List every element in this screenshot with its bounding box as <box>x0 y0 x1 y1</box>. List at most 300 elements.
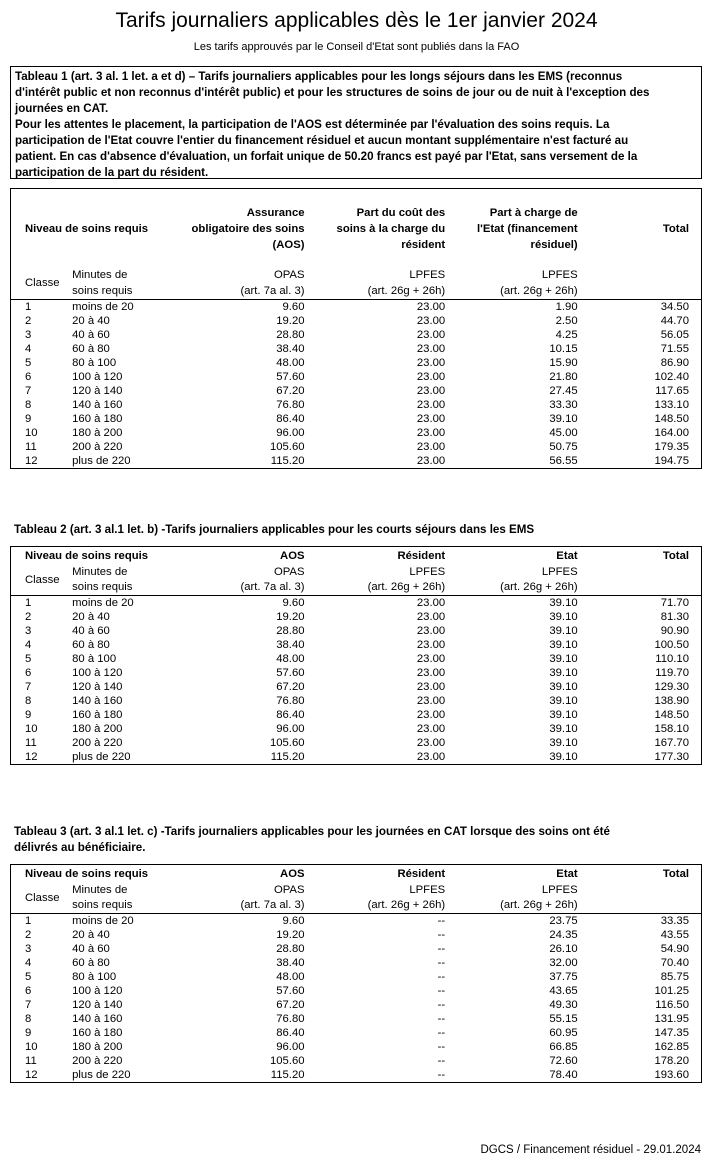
cell-etat: 72.60 <box>549 1055 578 1067</box>
cell-total: 81.30 <box>660 611 689 623</box>
header-aos: AOS <box>280 868 305 880</box>
header-classe: Classe <box>25 891 60 904</box>
cell-aos: 86.40 <box>276 413 305 425</box>
cell-classe: 1 <box>25 915 32 927</box>
cell-total: 158.10 <box>654 723 689 735</box>
cell-etat: 39.10 <box>549 751 578 763</box>
notice-line: journées en CAT. <box>15 102 109 115</box>
cell-etat: 49.30 <box>549 999 578 1011</box>
cell-aos: 48.00 <box>276 971 305 983</box>
cell-minutes: 120 à 140 <box>72 385 123 397</box>
cell-etat: 15.90 <box>549 357 578 369</box>
cell-classe: 8 <box>25 399 32 411</box>
cell-total: 71.55 <box>660 343 689 355</box>
notice-line: Pour les attentes le placement, la participation de l'AOS est déterminée par l'évaluation des soins requis. La <box>15 118 610 131</box>
table-row <box>11 998 701 1012</box>
table-row <box>11 942 701 956</box>
cell-classe: 2 <box>25 611 32 623</box>
table-row <box>11 412 701 426</box>
cell-minutes: 120 à 140 <box>72 681 123 693</box>
table-row <box>11 1012 701 1026</box>
table-row <box>11 610 701 624</box>
cell-total: 129.30 <box>654 681 689 693</box>
cell-resident: -- <box>437 1027 446 1039</box>
cell-etat: 66.85 <box>549 1041 578 1053</box>
table-row <box>11 680 701 694</box>
cell-resident: 23.00 <box>416 639 446 651</box>
cell-etat: 78.40 <box>549 1069 578 1081</box>
header-niveau: Niveau de soins requis <box>25 550 149 562</box>
cell-total: 44.70 <box>660 315 689 327</box>
cell-minutes: moins de 20 <box>72 915 134 927</box>
table-row <box>11 652 701 666</box>
cell-classe: 6 <box>25 371 32 383</box>
cell-etat: 33.30 <box>549 399 578 411</box>
cell-classe: 1 <box>25 597 32 609</box>
header-total: Total <box>662 868 689 880</box>
cell-resident: -- <box>437 985 446 997</box>
cell-total: 133.10 <box>654 399 689 411</box>
table-row <box>11 638 701 652</box>
cell-total: 167.70 <box>654 737 689 749</box>
cell-resident: -- <box>437 1013 446 1025</box>
cell-resident: 23.00 <box>416 385 446 397</box>
cell-minutes: 60 à 80 <box>72 957 110 969</box>
cell-resident: 23.00 <box>416 371 446 383</box>
cell-minutes: 160 à 180 <box>72 413 123 425</box>
cell-classe: 4 <box>25 957 32 969</box>
header-resident: Résident <box>397 868 446 880</box>
cell-resident: 23.00 <box>416 329 446 341</box>
table-row <box>11 970 701 984</box>
cell-resident: -- <box>437 943 446 955</box>
cell-resident: 23.00 <box>416 667 446 679</box>
header-niveau: Niveau de soins requis <box>25 223 149 235</box>
cell-classe: 11 <box>25 1055 37 1067</box>
table-row <box>11 750 701 764</box>
table-row <box>11 624 701 638</box>
cell-total: 162.85 <box>654 1041 689 1053</box>
cell-minutes: 80 à 100 <box>72 653 117 665</box>
cell-classe: 5 <box>25 971 32 983</box>
table-row <box>11 454 701 468</box>
cell-aos: 57.60 <box>276 371 305 383</box>
cell-classe: 11 <box>25 737 37 749</box>
header-aos: Assurance obligatoire des soins (AOS) <box>191 207 305 251</box>
cell-etat: 27.45 <box>549 385 578 397</box>
table-row <box>11 1026 701 1040</box>
cell-total: 148.50 <box>654 413 689 425</box>
table-row <box>11 596 701 611</box>
cell-aos: 38.40 <box>276 343 305 355</box>
cell-minutes: 180 à 200 <box>72 427 123 439</box>
cell-aos: 48.00 <box>276 653 305 665</box>
table3 <box>11 865 701 1082</box>
cell-classe: 8 <box>25 1013 32 1025</box>
cell-total: 71.70 <box>660 597 689 609</box>
table-row <box>11 722 701 736</box>
cell-minutes: 180 à 200 <box>72 1041 123 1053</box>
cell-aos: 76.80 <box>276 399 305 411</box>
cell-etat: 26.10 <box>549 943 578 955</box>
cell-classe: 11 <box>25 441 37 453</box>
cell-resident: -- <box>437 915 446 927</box>
cell-total: 54.90 <box>660 943 689 955</box>
table2 <box>11 547 701 764</box>
cell-total: 43.55 <box>660 929 689 941</box>
cell-classe: 9 <box>25 1027 32 1039</box>
cell-resident: 23.00 <box>416 455 446 467</box>
table-row <box>11 370 701 384</box>
cell-minutes: 140 à 160 <box>72 1013 123 1025</box>
cell-total: 131.95 <box>654 1013 689 1025</box>
cell-etat: 39.10 <box>549 625 578 637</box>
cell-resident: 23.00 <box>416 301 446 313</box>
table-row <box>11 1054 701 1068</box>
cell-classe: 1 <box>25 301 32 313</box>
cell-aos: 105.60 <box>269 737 305 749</box>
cell-classe: 7 <box>25 999 32 1011</box>
cell-aos: 76.80 <box>276 695 305 707</box>
table2-caption: Tableau 2 (art. 3 al.1 let. b) -Tarifs journaliers applicables pour les courts séjours dans les EMS <box>14 523 535 536</box>
cell-total: 138.90 <box>654 695 689 707</box>
header-etat: Etat <box>556 550 578 562</box>
cell-minutes: 160 à 180 <box>72 709 123 721</box>
cell-aos: 9.60 <box>282 597 305 609</box>
cell-aos: 28.80 <box>276 329 305 341</box>
cell-classe: 8 <box>25 695 32 707</box>
cell-aos: 9.60 <box>282 301 305 313</box>
header-etat: Part à charge de l'Etat (financement résiduel) <box>477 207 578 251</box>
cell-total: 101.25 <box>654 985 689 997</box>
header-aos-source: OPAS (art. 7a al. 3) <box>240 269 305 297</box>
cell-total: 117.65 <box>655 385 689 397</box>
cell-etat: 39.10 <box>549 709 578 721</box>
cell-total: 178.20 <box>654 1055 689 1067</box>
cell-aos: 86.40 <box>276 1027 305 1039</box>
cell-minutes: 200 à 220 <box>72 441 123 453</box>
cell-aos: 19.20 <box>276 611 305 623</box>
cell-minutes: 20 à 40 <box>72 929 110 941</box>
cell-aos: 67.20 <box>276 681 305 693</box>
cell-minutes: 80 à 100 <box>72 357 117 369</box>
cell-classe: 2 <box>25 929 32 941</box>
cell-minutes: 20 à 40 <box>72 611 110 623</box>
cell-minutes: plus de 220 <box>72 455 131 467</box>
cell-minutes: 20 à 40 <box>72 315 110 327</box>
cell-resident: 23.00 <box>416 357 446 369</box>
cell-total: 147.35 <box>654 1027 689 1039</box>
cell-minutes: 100 à 120 <box>72 371 123 383</box>
cell-minutes: 160 à 180 <box>72 1027 123 1039</box>
table-row <box>11 694 701 708</box>
cell-resident: 23.00 <box>416 695 446 707</box>
table-row <box>11 328 701 342</box>
cell-etat: 56.55 <box>549 455 578 467</box>
cell-minutes: 80 à 100 <box>72 971 117 983</box>
header-resident: Part du coût des soins à la charge du résident <box>336 207 446 251</box>
cell-total: 33.35 <box>660 915 689 927</box>
cell-aos: 28.80 <box>276 625 305 637</box>
header-niveau: Niveau de soins requis <box>25 868 149 880</box>
cell-resident: -- <box>437 1055 446 1067</box>
cell-etat: 1.90 <box>555 301 578 313</box>
cell-total: 119.70 <box>655 667 689 679</box>
cell-resident: -- <box>437 929 446 941</box>
header-classe: Classe <box>25 277 60 289</box>
cell-etat: 55.15 <box>549 1013 578 1025</box>
cell-resident: 23.00 <box>416 653 446 665</box>
cell-total: 116.50 <box>655 999 689 1011</box>
cell-total: 34.50 <box>660 301 689 313</box>
cell-minutes: 100 à 120 <box>72 985 123 997</box>
cell-resident: 23.00 <box>416 611 446 623</box>
cell-aos: 105.60 <box>269 441 305 453</box>
cell-resident: -- <box>437 957 446 969</box>
cell-total: 179.35 <box>654 441 689 453</box>
cell-aos: 96.00 <box>276 427 305 439</box>
cell-minutes: 40 à 60 <box>72 329 110 341</box>
cell-aos: 9.60 <box>282 915 305 927</box>
table1 <box>11 189 701 468</box>
table-row <box>11 956 701 970</box>
header-etat-source: LPFES (art. 26g + 26h) <box>500 566 578 593</box>
cell-classe: 3 <box>25 329 32 341</box>
cell-aos: 19.20 <box>276 315 305 327</box>
table3-caption: Tableau 3 (art. 3 al.1 let. c) -Tarifs journaliers applicables pour les journées en CAT lorsque des soins ont été délivrés au bénéficiaire. <box>14 825 610 854</box>
table1-box <box>10 188 702 469</box>
header-aos: AOS <box>280 550 305 562</box>
cell-etat: 39.10 <box>549 639 578 651</box>
table3-box <box>10 864 702 1083</box>
cell-resident: 23.00 <box>416 399 446 411</box>
cell-total: 90.90 <box>660 625 689 637</box>
cell-classe: 12 <box>25 455 38 467</box>
cell-aos: 67.20 <box>276 999 305 1011</box>
header-total: Total <box>662 550 689 562</box>
cell-resident: 23.00 <box>416 737 446 749</box>
cell-classe: 7 <box>25 385 32 397</box>
cell-resident: 23.00 <box>416 427 446 439</box>
table-row <box>11 356 701 370</box>
table-row <box>11 666 701 680</box>
table-row <box>11 300 701 315</box>
notice-line: participation de l'Etat couvre l'entier du financement résiduel et aucun montant supplémentaire n'est facturé au <box>15 134 629 147</box>
table1-notice <box>10 66 702 179</box>
cell-minutes: moins de 20 <box>72 301 134 313</box>
cell-total: 86.90 <box>660 357 689 369</box>
cell-classe: 4 <box>25 343 32 355</box>
cell-minutes: 200 à 220 <box>72 737 123 749</box>
cell-minutes: 60 à 80 <box>72 343 110 355</box>
table2-box <box>10 546 702 765</box>
cell-total: 102.40 <box>654 371 689 383</box>
cell-resident: -- <box>437 971 446 983</box>
table-row <box>11 384 701 398</box>
table-row <box>11 398 701 412</box>
cell-total: 110.10 <box>655 653 689 665</box>
table-row <box>11 314 701 328</box>
header-resident: Résident <box>397 550 446 562</box>
table-row <box>11 426 701 440</box>
page-subtitle: Les tarifs approuvés par le Conseil d'Etat sont publiés dans la FAO <box>193 41 520 53</box>
cell-minutes: 60 à 80 <box>72 639 110 651</box>
cell-aos: 115.20 <box>270 455 305 467</box>
cell-aos: 96.00 <box>276 723 305 735</box>
cell-etat: 39.10 <box>549 681 578 693</box>
cell-aos: 67.20 <box>276 385 305 397</box>
cell-total: 148.50 <box>654 709 689 721</box>
cell-classe: 7 <box>25 681 32 693</box>
cell-resident: 23.00 <box>416 709 446 721</box>
cell-etat: 32.00 <box>549 957 578 969</box>
cell-classe: 6 <box>25 667 32 679</box>
header-minutes: Minutes de soins requis <box>72 269 133 297</box>
cell-classe: 10 <box>25 1041 38 1053</box>
cell-etat: 43.65 <box>549 985 578 997</box>
cell-etat: 10.15 <box>549 343 578 355</box>
cell-total: 164.00 <box>654 427 689 439</box>
cell-minutes: 180 à 200 <box>72 723 123 735</box>
cell-classe: 6 <box>25 985 32 997</box>
cell-etat: 45.00 <box>549 427 578 439</box>
cell-classe: 12 <box>25 751 38 763</box>
table-row <box>11 1040 701 1054</box>
cell-total: 100.50 <box>654 639 689 651</box>
cell-minutes: 140 à 160 <box>72 695 123 707</box>
cell-classe: 5 <box>25 653 32 665</box>
cell-resident: -- <box>437 1069 446 1081</box>
notice-line: participation de la part du résident. <box>15 166 209 179</box>
cell-aos: 115.20 <box>270 751 305 763</box>
cell-aos: 57.60 <box>276 985 305 997</box>
header-etat-source: LPFES (art. 26g + 26h) <box>500 269 578 297</box>
cell-etat: 21.80 <box>549 371 578 383</box>
cell-resident: 23.00 <box>416 681 446 693</box>
cell-etat: 39.10 <box>549 737 578 749</box>
cell-resident: -- <box>437 1041 446 1053</box>
cell-aos: 76.80 <box>276 1013 305 1025</box>
header-minutes: Minutes de soins requis <box>72 566 133 593</box>
header-etat-source: LPFES (art. 26g + 26h) <box>500 884 578 911</box>
cell-classe: 2 <box>25 315 32 327</box>
header-classe: Classe <box>25 573 60 586</box>
cell-etat: 37.75 <box>549 971 578 983</box>
footer-note: DGCS / Financement résiduel - 29.01.2024 <box>480 1144 701 1156</box>
cell-etat: 4.25 <box>555 329 578 341</box>
cell-resident: 23.00 <box>416 413 446 425</box>
cell-minutes: 40 à 60 <box>72 943 110 955</box>
cell-resident: 23.00 <box>416 625 446 637</box>
cell-total: 193.60 <box>654 1069 689 1081</box>
cell-minutes: 120 à 140 <box>72 999 123 1011</box>
cell-classe: 10 <box>25 427 38 439</box>
cell-etat: 23.75 <box>549 915 578 927</box>
cell-resident: 23.00 <box>416 751 446 763</box>
cell-total: 177.30 <box>654 751 689 763</box>
cell-etat: 39.10 <box>549 597 578 609</box>
table-row <box>11 736 701 750</box>
cell-aos: 19.20 <box>276 929 305 941</box>
cell-classe: 12 <box>25 1069 38 1081</box>
cell-etat: 2.50 <box>555 315 578 327</box>
table-row <box>11 928 701 942</box>
table-row <box>11 342 701 356</box>
cell-resident: -- <box>437 999 446 1011</box>
cell-total: 56.05 <box>660 329 689 341</box>
cell-etat: 39.10 <box>549 667 578 679</box>
cell-etat: 39.10 <box>549 723 578 735</box>
cell-classe: 3 <box>25 625 32 637</box>
cell-aos: 96.00 <box>276 1041 305 1053</box>
table-row <box>11 440 701 454</box>
cell-minutes: 100 à 120 <box>72 667 123 679</box>
table-row <box>11 1068 701 1082</box>
table-row <box>11 708 701 722</box>
cell-classe: 4 <box>25 639 32 651</box>
cell-aos: 57.60 <box>276 667 305 679</box>
cell-aos: 86.40 <box>276 709 305 721</box>
header-aos-source: OPAS (art. 7a al. 3) <box>240 566 305 593</box>
cell-etat: 60.95 <box>549 1027 578 1039</box>
cell-etat: 39.10 <box>549 695 578 707</box>
header-minutes: Minutes de soins requis <box>72 884 133 911</box>
cell-aos: 105.60 <box>269 1055 305 1067</box>
cell-aos: 38.40 <box>276 957 305 969</box>
cell-classe: 5 <box>25 357 32 369</box>
cell-aos: 28.80 <box>276 943 305 955</box>
cell-etat: 24.35 <box>549 929 578 941</box>
cell-minutes: plus de 220 <box>72 751 131 763</box>
cell-resident: 23.00 <box>416 597 446 609</box>
cell-etat: 39.10 <box>549 413 578 425</box>
cell-etat: 39.10 <box>549 611 578 623</box>
notice-line: d'intérêt public et non reconnus d'intérêt public) et pour les structures de soins de jour ou de nuit à l'exception des <box>15 86 650 99</box>
cell-classe: 9 <box>25 709 32 721</box>
cell-total: 85.75 <box>660 971 689 983</box>
header-etat: Etat <box>556 868 578 880</box>
header-resident-source: LPFES (art. 26g + 26h) <box>367 566 446 593</box>
cell-etat: 39.10 <box>549 653 578 665</box>
header-aos-source: OPAS (art. 7a al. 3) <box>240 884 305 911</box>
notice-line: patient. En cas d'absence d'évaluation, un forfait unique de 50.20 francs est payé par l'Etat, sans versement de la <box>15 150 638 163</box>
cell-minutes: plus de 220 <box>72 1069 131 1081</box>
header-total: Total <box>662 223 689 235</box>
header-resident-source: LPFES (art. 26g + 26h) <box>367 269 446 297</box>
cell-minutes: 200 à 220 <box>72 1055 123 1067</box>
notice-line: Tableau 1 (art. 3 al. 1 let. a et d) – Tarifs journaliers applicables pour les longs séjours dans les EMS (reconnus <box>15 70 623 83</box>
cell-classe: 10 <box>25 723 38 735</box>
cell-resident: 23.00 <box>416 441 446 453</box>
cell-resident: 23.00 <box>416 723 446 735</box>
cell-classe: 9 <box>25 413 32 425</box>
table-row <box>11 984 701 998</box>
header-resident-source: LPFES (art. 26g + 26h) <box>367 884 446 911</box>
cell-total: 70.40 <box>660 957 689 969</box>
cell-aos: 48.00 <box>276 357 305 369</box>
cell-minutes: 140 à 160 <box>72 399 123 411</box>
cell-classe: 3 <box>25 943 32 955</box>
cell-minutes: 40 à 60 <box>72 625 110 637</box>
cell-total: 194.75 <box>654 455 689 467</box>
cell-aos: 38.40 <box>276 639 305 651</box>
cell-resident: 23.00 <box>416 315 446 327</box>
page-title: Tarifs journaliers applicables dès le 1er janvier 2024 <box>115 9 598 32</box>
cell-etat: 50.75 <box>549 441 578 453</box>
cell-aos: 115.20 <box>270 1069 305 1081</box>
cell-minutes: moins de 20 <box>72 597 134 609</box>
cell-resident: 23.00 <box>416 343 446 355</box>
